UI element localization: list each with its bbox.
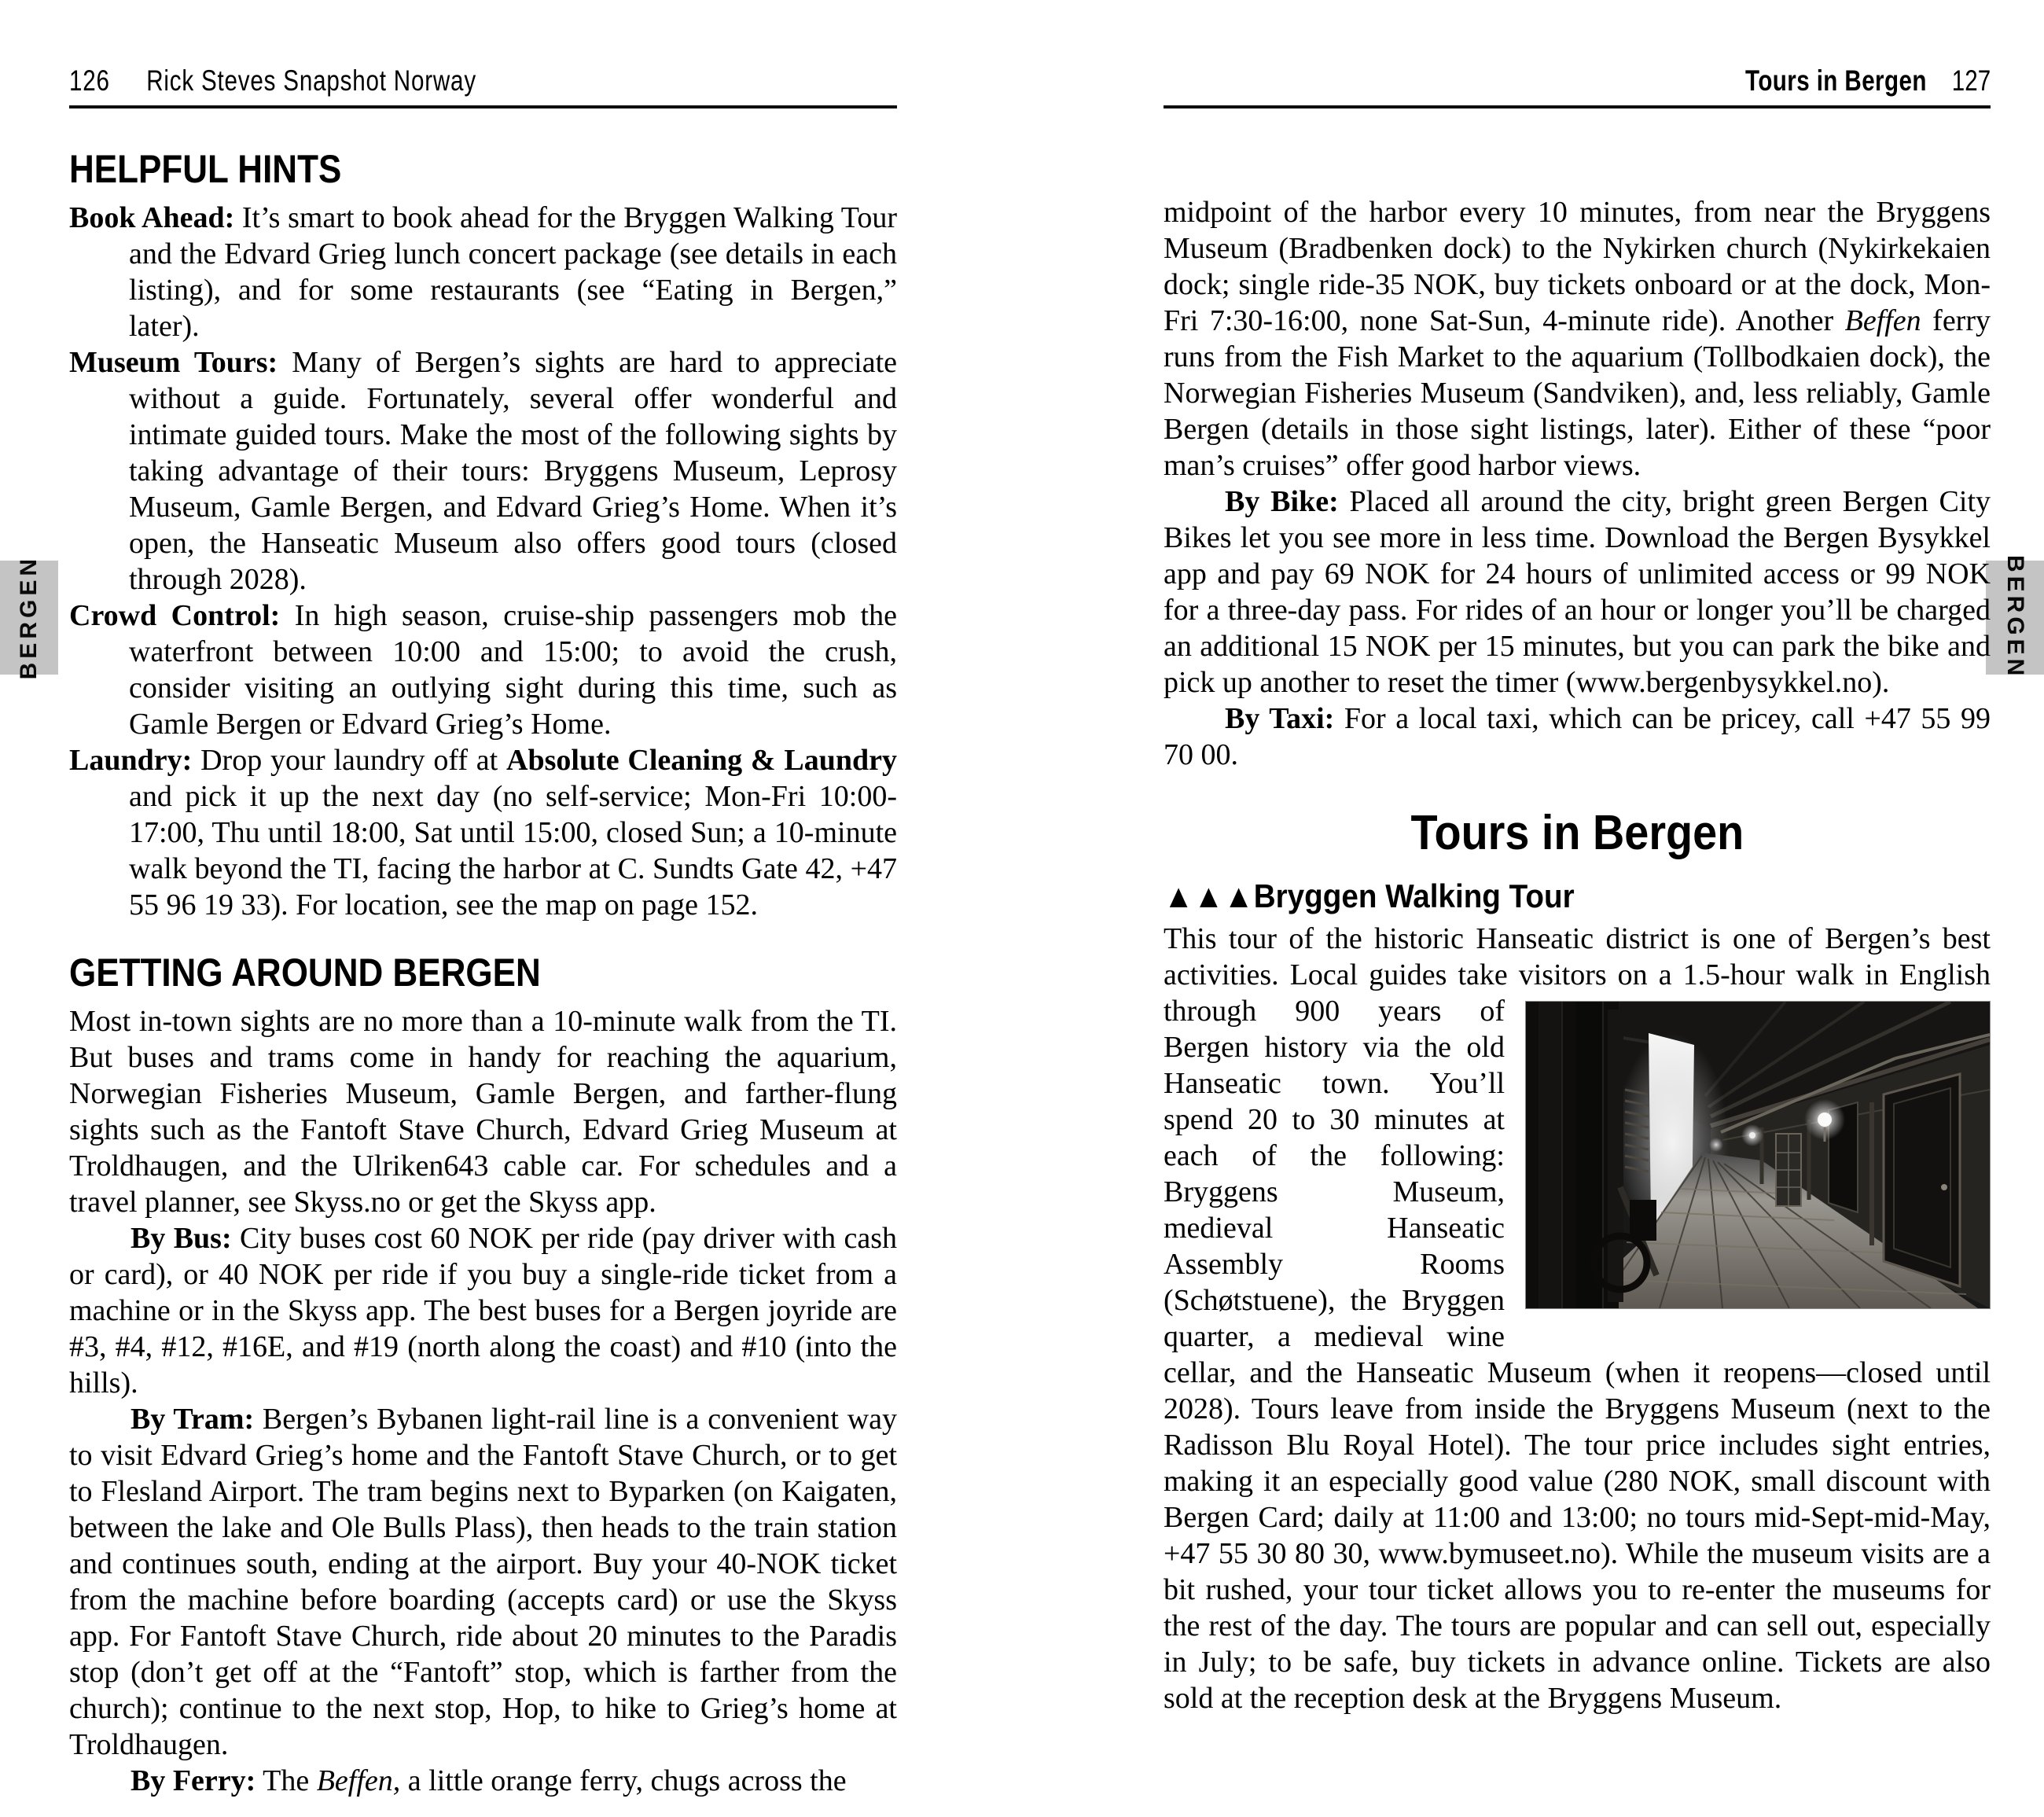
helpful-hints-heading: HELPFUL HINTS xyxy=(69,147,342,191)
harbor-ferry-paragraph: midpoint of the harbor every 10 minutes, from near the Bryggens Museum (Bradbenken dock) to the Nykirken church (Nykirkekaien dock; single ride-35 NOK, buy tickets onboard or at the dock, Mon-Fri 7:30-16:00, none Sat-Sun, 4-minute ride). Another Beffen ferry runs from the Fish Market to the aquarium (Tollbodkaien dock), the Norwegian Fisheries Museum (Sandviken), and, less reliably, Gamle Bergen (details in those sight listings, later). Either of these “poor man’s cruises” offer good harbor views. xyxy=(1164,196,1991,482)
walking-tour-title: Bryggen Walking Tour xyxy=(1253,877,1575,914)
getting-around-heading: GETTING AROUND BERGEN xyxy=(69,951,541,995)
right-page-number: 127 xyxy=(1951,64,1991,97)
bryggen-walking-tour-heading xyxy=(1164,878,1991,914)
sidebar-tab-label: BERGEN xyxy=(2002,555,2028,680)
left-page-header xyxy=(69,66,578,95)
left-header-title: Rick Steves Snapshot Norway xyxy=(146,64,476,97)
sidebar-tab-label: BERGEN xyxy=(16,555,42,680)
sidebar-tab-bergen-right xyxy=(1986,555,2044,680)
by-ferry-paragraph: By Ferry: The Beffen, a little orange ferry, chugs across the xyxy=(131,1764,847,1797)
right-header-title: Tours in Bergen xyxy=(1744,64,1927,97)
left-page-number: 126 xyxy=(69,64,110,97)
rating-triangles: ▲▲▲ xyxy=(1164,877,1254,914)
bryggen-alley-photo xyxy=(1525,1001,1991,1309)
by-bike-paragraph: By Bike: Placed all around the city, bright green Bergen City Bikes let you see more in less time. Download the Bergen Bysykkel app and pay 69 NOK for 24 hours of unlimited access or 99 NOK for a three-day pass. For rides of an hour or longer you’ll be charged an additional 15 NOK per 15 minutes, but you can park the bike and pick up another to reset the timer (www.bergenbysykkel.no). xyxy=(1164,485,1991,699)
right-page-header xyxy=(1684,66,1991,95)
by-taxi-paragraph: By Taxi: For a local taxi, which can be pricey, call +47 55 99 70 00. xyxy=(1164,702,1991,771)
left-page-column xyxy=(69,149,897,1799)
hint-museum-tours: Museum Tours: Many of Bergen’s sights are hard to appreciate without a guide. Fortunately, several offer wonderful and intimate guided tours. Make the most of the following sights by taking advantage of their tours: Bryggens Museum, Leprosy Museum, Gamle Bergen, and Edvard Grieg’s Home. When it’s open, the Hanseatic Museum also offers good tours (closed through 2028). xyxy=(69,346,897,596)
hint-crowd-control: Crowd Control: In high season, cruise-ship passengers mob the waterfront between 10:00 and 15:00; to avoid the crush, consider visiting an outlying sight during this time, such as Gamle Bergen or Edvard Grieg’s Home. xyxy=(69,599,897,741)
bryggen-alley-photo-art xyxy=(1526,1002,1990,1308)
sidebar-tab-bergen-left xyxy=(0,555,58,680)
tours-in-bergen-heading: Tours in Bergen xyxy=(1410,806,1744,860)
left-header-rule xyxy=(69,105,897,109)
hint-laundry: Laundry: Drop your laundry off at Absolute Cleaning & Laundry and pick it up the next day (no self-service; Mon-Fri 10:00-17:00, Thu until 18:00, Sat until 15:00, closed Sun; a 10-minute walk beyond the TI, facing the harbor at C. Sundts Gate 42, +47 55 96 19 33). For location, see the map on page 152. xyxy=(69,744,897,921)
right-header-rule xyxy=(1164,105,1991,109)
by-bus-paragraph: By Bus: City buses cost 60 NOK per ride (pay driver with cash or card), or 40 NOK per ride if you buy a single-ride ticket from a machine or in the Skyss app. The best buses for a Bergen joyride are #3, #4, #12, #16E, and #19 (north along the coast) and #10 (into the hills). xyxy=(69,1222,897,1400)
hint-book-ahead: Book Ahead: It’s smart to book ahead for the Bryggen Walking Tour and the Edvard Grieg lunch concert package (see details in each listing), and for some restaurants (see “Eating in Bergen,” later). xyxy=(69,201,897,343)
getting-around-intro: Most in-town sights are no more than a 10-minute walk from the TI. But buses and trams come in handy for reaching the aquarium, Norwegian Fisheries Museum, Gamle Bergen, and farther-flung sights such as the Fantoft Stave Church, Edvard Grieg Museum at Troldhaugen, and the Ulriken643 cable car. For schedules and a travel planner, see Skyss.no or get the Skyss app. xyxy=(69,1005,897,1219)
walking-tour-paragraph: This tour of the historic Hanseatic district is one of Bergen’s best activities. Local guides take visitors on a 1.5-hour walk in English through 900 years of Bergen history via the old Hanseatic town. You’ll spend 20 to 30 minutes at each of the following: Bryggens Museum, medieval Hanseatic Assembly Rooms (Schøtstuene), the Bryggen quarter, a medieval wine cellar, and the Hanseatic Museum (when it reopens—closed until 2028). Tours leave from inside the Bryggens Museum (next to the Radisson Blu Royal Hotel). The tour price includes sight entries, making it an especially good value (280 NOK, small discount with Bergen Card; daily at 11:00 and 13:00; no tours mid-Sept-mid-May, +47 55 30 80 30, www.bymuseet.no). While the museum visits are a bit rushed, your tour ticket allows you to re-enter the museums for the rest of the day. The tours are popular and can sell out, especially in July; to be safe, buy tickets in advance online. Tickets are also sold at the reception desk at the Bryggens Museum. xyxy=(1164,922,1991,1715)
by-tram-paragraph: By Tram: Bergen’s Bybanen light-rail line is a convenient way to visit Edvard Grieg’s home and the Fantoft Stave Church, or to get to Flesland Airport. The tram begins next to Byparken (on Kaigaten, between the lake and Ole Bulls Plass), then heads to the train station and continues south, ending at the airport. Buy your 40-NOK ticket from the machine before boarding (accepts card) or use the Skyss app. For Fantoft Stave Church, ride about 20 minutes to the Paradis stop (don’t get off at the “Fantoft” stop, which is farther from the church); continue to the next stop, Hop, to hike to Grieg’s home at Troldhaugen. xyxy=(69,1403,897,1761)
right-page-column xyxy=(1164,194,1991,1716)
